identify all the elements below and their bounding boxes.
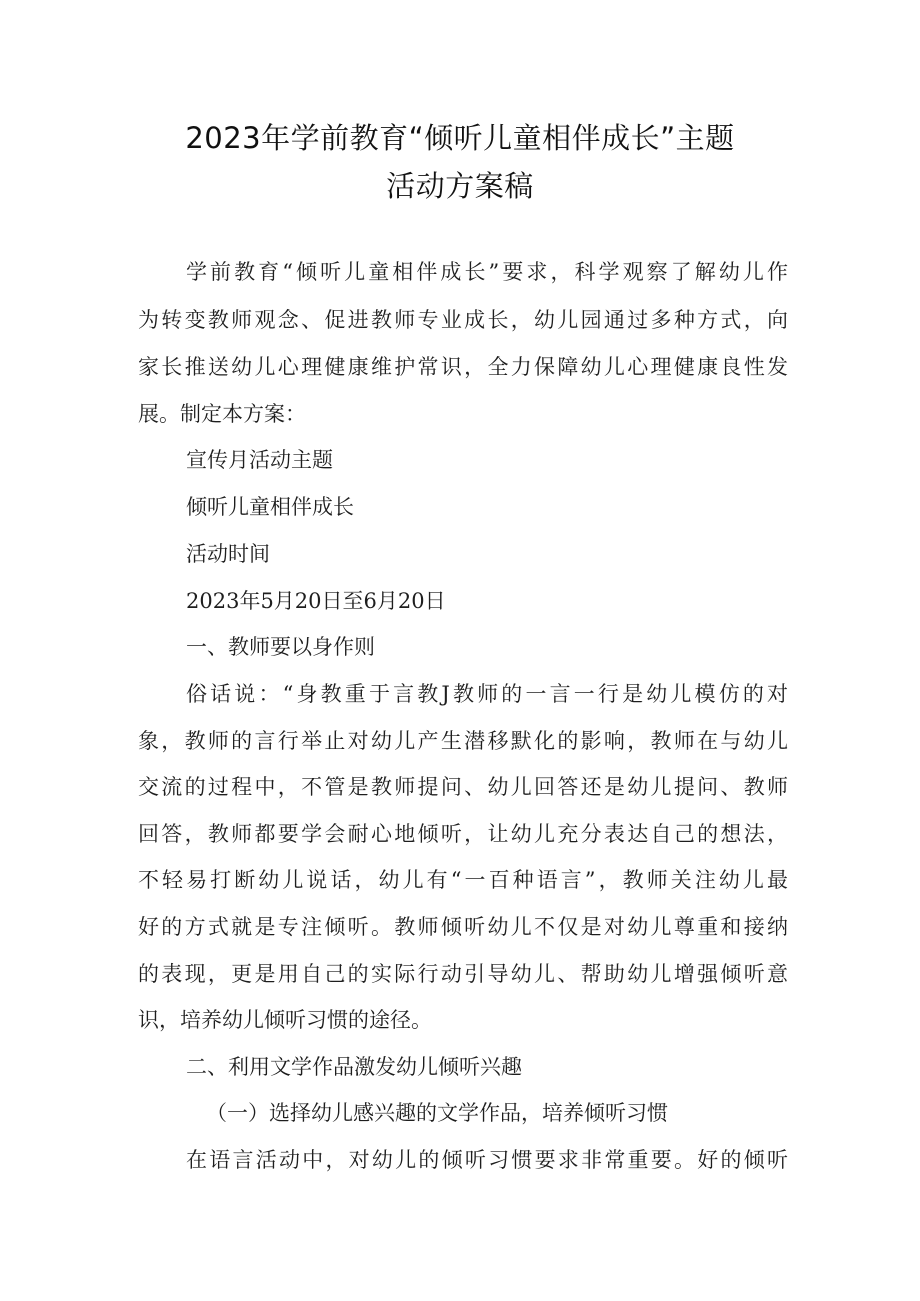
paragraph-1-line-3: 家长推送幼儿心理健康维护常识，全力保障幼儿心理健康良性发 xyxy=(138,355,788,379)
document-title-line-1: 2023年学前教育“倾听儿童相伴成长”主题 xyxy=(185,121,735,155)
section-1-heading: 一、教师要以身作则 xyxy=(186,635,375,659)
theme-text: 倾听儿童相伴成长 xyxy=(186,495,354,519)
paragraph-2-line-3: 交流的过程中，不管是教师提问、幼儿回答还是幼儿提问、教师 xyxy=(138,775,788,799)
paragraph-2-line-8: 识，培养幼儿倾听习惯的途径。 xyxy=(138,1008,432,1032)
paragraph-2-line-5: 不轻易打断幼儿说话，幼儿有“一百种语言”，教师关注幼儿最 xyxy=(138,868,788,892)
heading-theme: 宣传月活动主题 xyxy=(186,448,333,472)
paragraph-3-line-1: 在语言活动中，对幼儿的倾听习惯要求非常重要。好的倾听 xyxy=(186,1148,788,1172)
paragraph-1-line-2: 为转变教师观念、促进教师专业成长，幼儿园通过多种方式，向 xyxy=(138,308,788,332)
paragraph-1-line-4: 展。制定本方案： xyxy=(138,402,306,426)
paragraph-2-line-4: 回答，教师都要学会耐心地倾听，让幼儿充分表达自己的想法， xyxy=(138,822,788,846)
paragraph-2-line-1: 俗话说：“身教重于言教J教师的一言一行是幼儿模仿的对 xyxy=(186,682,788,706)
paragraph-2-line-6: 好的方式就是专注倾听。教师倾听幼儿不仅是对幼儿尊重和接纳 xyxy=(138,915,788,939)
heading-time: 活动时间 xyxy=(186,542,270,566)
section-2-heading: 二、利用文学作品激发幼儿倾听兴趣 xyxy=(186,1055,522,1079)
time-text: 2023年5月20日至6月20日 xyxy=(186,589,446,613)
document-title-line-2: 活动方案稿 xyxy=(386,169,534,203)
paragraph-2-line-2: 象，教师的言行举止对幼儿产生潜移默化的影响，教师在与幼儿 xyxy=(138,729,788,753)
paragraph-1-line-1: 学前教育“倾听儿童相伴成长”要求，科学观察了解幼儿作 xyxy=(186,260,788,284)
subsection-1-heading: （一）选择幼儿感兴趣的文学作品，培养倾听习惯 xyxy=(206,1101,668,1125)
paragraph-2-line-7: 的表现，更是用自己的实际行动引导幼儿、帮助幼儿增强倾听意 xyxy=(138,962,788,986)
